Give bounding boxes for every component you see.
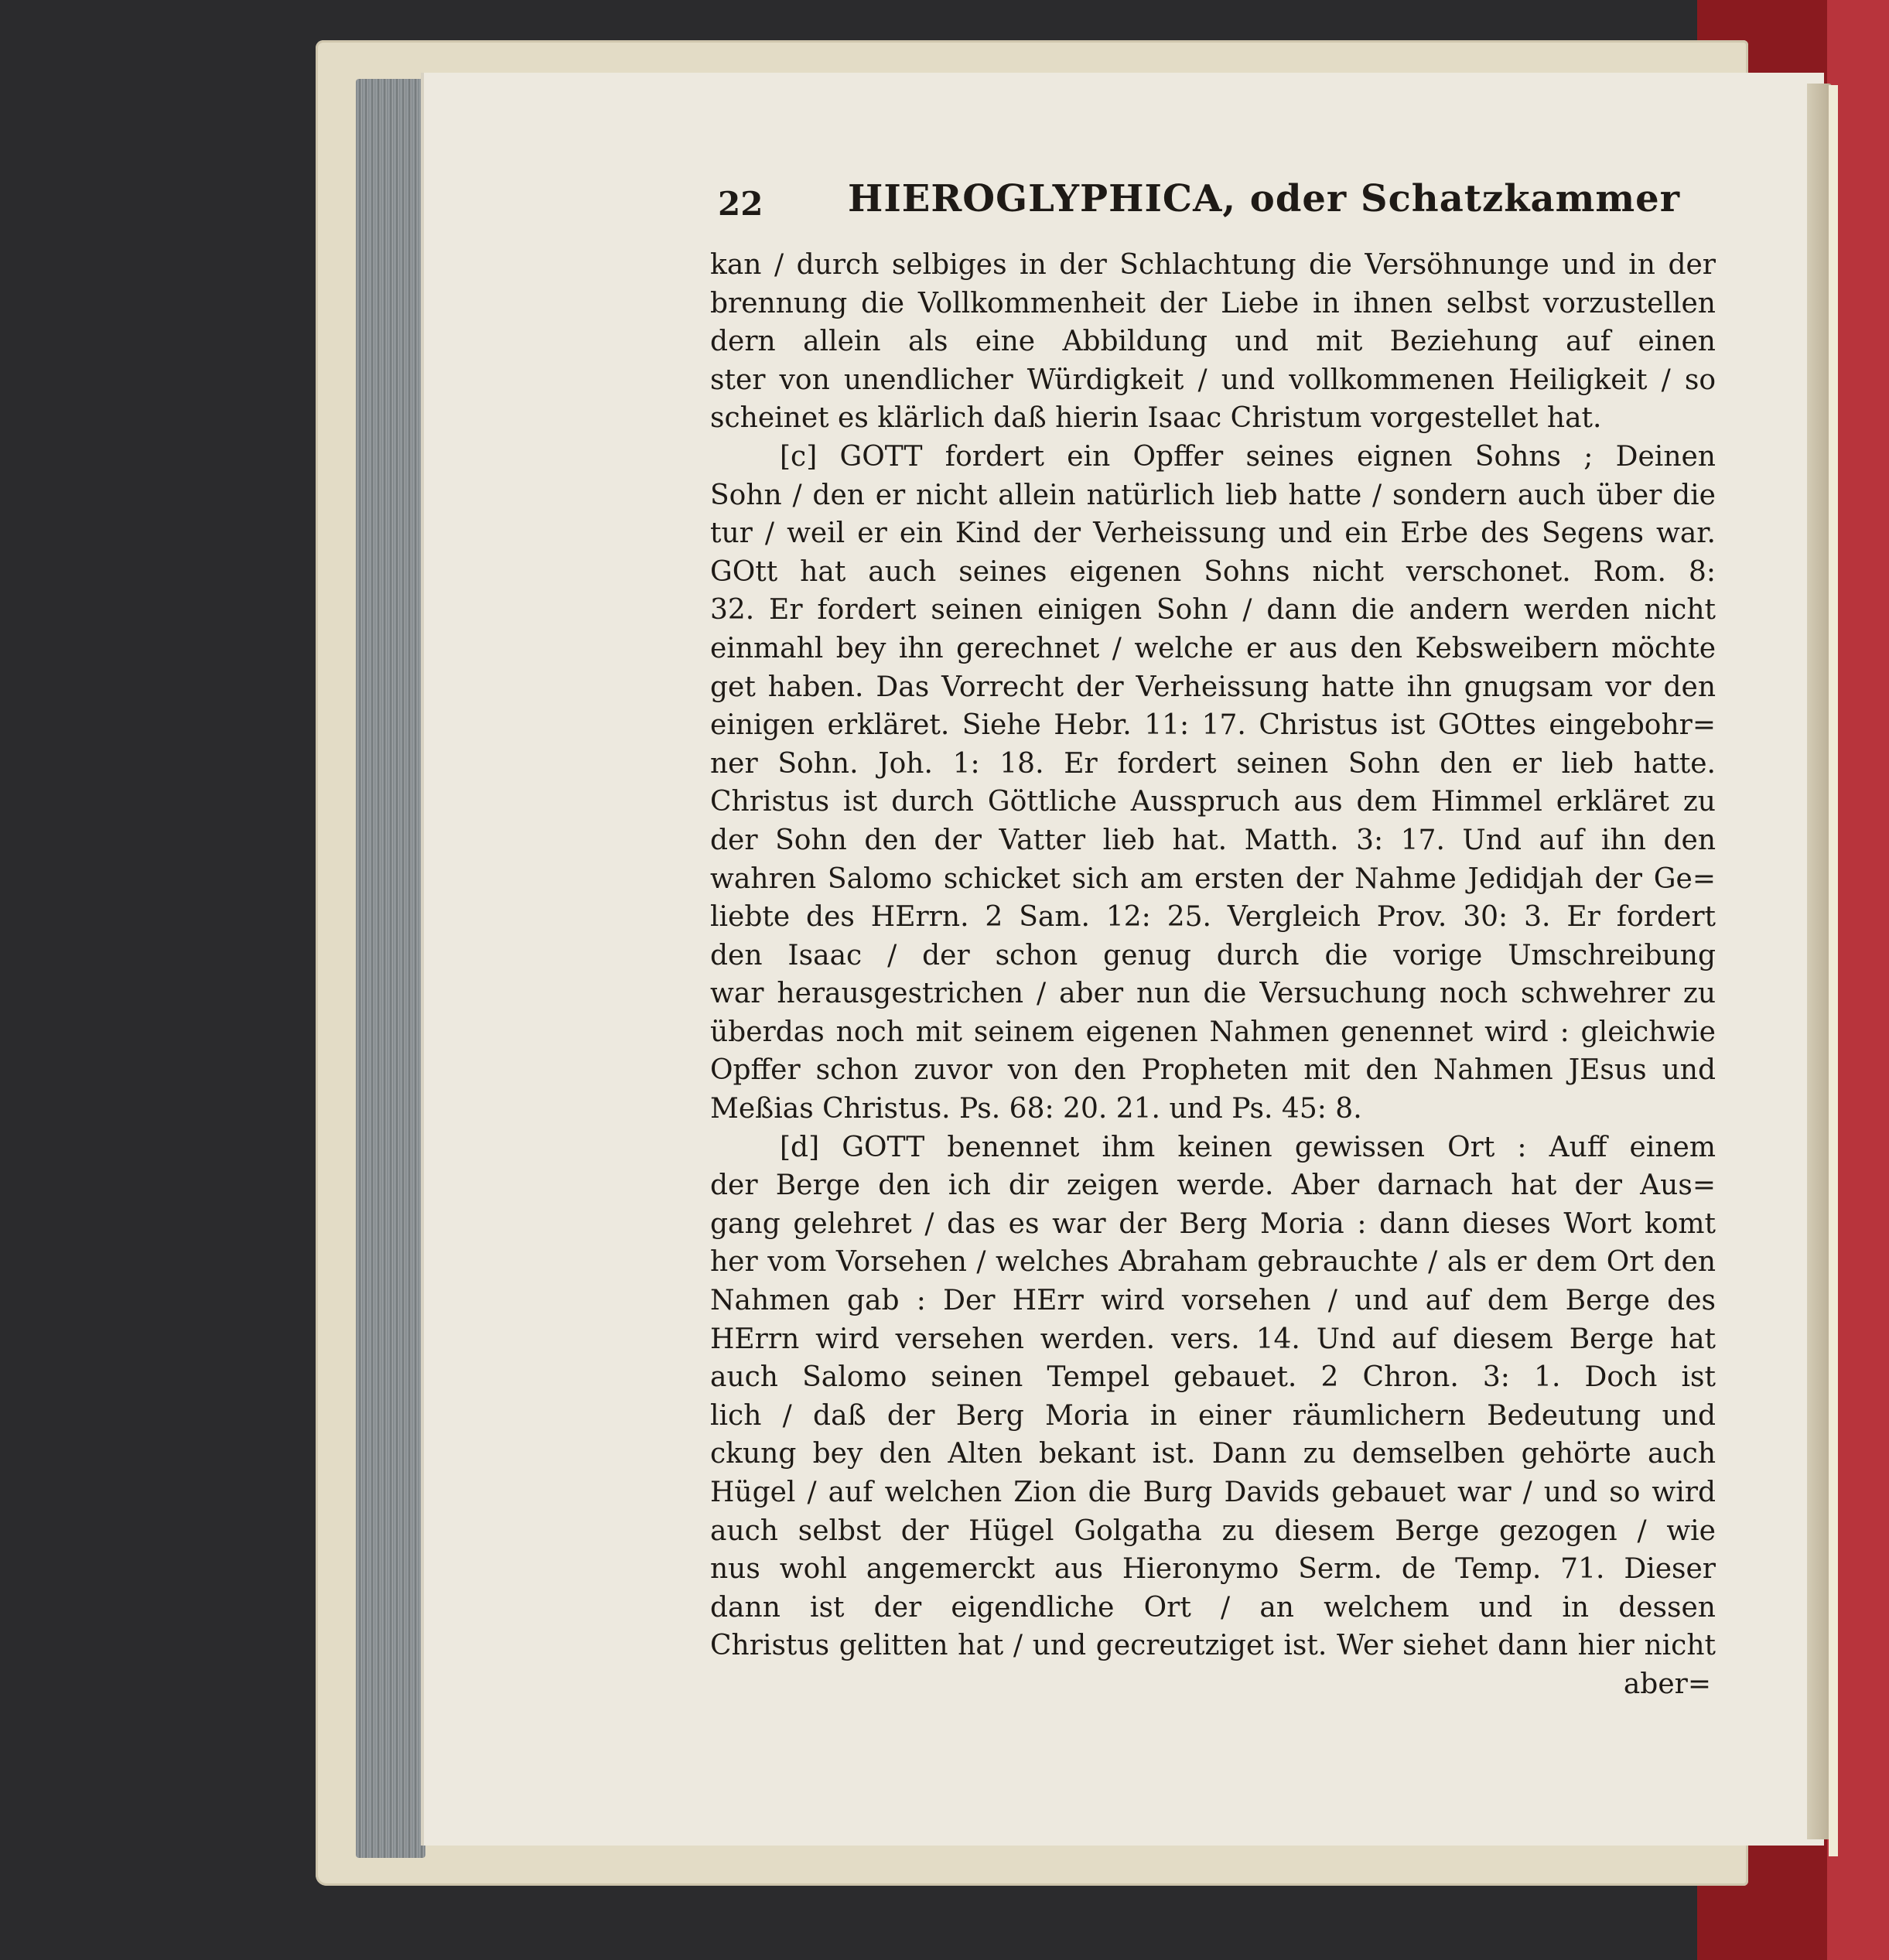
text-line: wahren Salomo schicket sich am ersten der Nahme Jedidjah der Ge=	[710, 862, 1716, 895]
text-line: nus wohl angemerckt aus Hieronymo Serm. de Temp. 71. Dieser	[710, 1553, 1716, 1586]
text-line: get haben. Das Vorrecht der Verheissung hatte ihn gnugsam vor den	[710, 671, 1716, 703]
text-line: kan / durch selbiges in der Schlachtung die Versöhnunge und in der	[710, 249, 1716, 281]
text-line: GOtt hat auch seines eigenen Sohns nicht verschonet. Rom. 8:	[710, 555, 1716, 588]
text-line: auch selbst der Hügel Golgatha zu diesem Berge gezogen / wie	[710, 1514, 1716, 1547]
page-edges	[356, 79, 425, 1858]
text-line: einmahl bey ihn gerechnet / welche er aus den Kebsweibern möchte	[710, 632, 1716, 664]
text-line: der Berge den ich dir zeigen werde. Aber darnach hat der Aus=	[710, 1170, 1716, 1202]
page-number: 22	[718, 185, 763, 223]
page-header	[718, 174, 1723, 236]
text-line: scheinet es klärlich daß hierin Isaac Christum vorgestellet hat.	[710, 402, 1602, 435]
text-line: war herausgestrichen / aber nun die Versuchung noch schwehrer zu	[710, 978, 1716, 1010]
text-line: überdas noch mit seinem eigenen Nahmen genennet wird : gleichwie	[710, 1016, 1716, 1048]
text-line: her vom Vorsehen / welches Abraham gebrauchte / als er dem Ort den	[710, 1246, 1716, 1279]
text-line: den Isaac / der schon genug durch die vorige Umschreibung	[710, 939, 1716, 971]
text-line: ster von unendlicher Würdigkeit / und vollkommenen Heiligkeit / so	[710, 364, 1716, 396]
text-line: gang gelehret / das es war der Berg Moria : dann dieses Wort komt	[710, 1207, 1716, 1240]
text-line: brennung die Vollkommenheit der Liebe in ihnen selbst vorzustellen	[710, 287, 1716, 319]
text-line: dern allein als eine Abbildung und mit Beziehung auf einen	[710, 326, 1716, 358]
text-line: 32. Er fordert seinen einigen Sohn / dann die andern werden nicht	[710, 594, 1716, 627]
text-line: einigen erkläret. Siehe Hebr. 11: 17. Christus ist GOttes eingebohr=	[710, 709, 1716, 742]
text-line: lich / daß der Berg Moria in einer räumlichern Bedeutung und	[710, 1399, 1716, 1432]
text-line: der Sohn den der Vatter lieb hat. Matth. 3: 17. Und auf ihn den	[710, 824, 1716, 856]
text-line: dann ist der eigendliche Ort / an welchem und in dessen	[710, 1591, 1716, 1624]
text-line: ner Sohn. Joh. 1: 18. Er fordert seinen Sohn den er lieb hatte.	[710, 747, 1716, 780]
catchword: aber=	[1623, 1668, 1711, 1700]
text-line: liebte des HErrn. 2 Sam. 12: 25. Vergleich Prov. 30: 3. Er fordert	[710, 901, 1716, 934]
body-text	[710, 246, 1716, 1704]
text-line: [d] GOTT benennet ihm keinen gewissen Ort : Auff einem	[780, 1131, 1716, 1163]
text-line: Hügel / auf welchen Zion die Burg Davids gebauet war / und so wird	[710, 1477, 1716, 1508]
text-line: ckung bey den Alten bekant ist. Dann zu demselben gehörte auch	[710, 1438, 1716, 1470]
text-line: Opffer schon zuvor von den Propheten mit den Nahmen JEsus und	[710, 1054, 1716, 1087]
text-line: Nahmen gab : Der HErr wird vorsehen / und auf dem Berge des	[710, 1285, 1716, 1317]
text-line: [c] GOTT fordert ein Opffer seines eignen Sohns ; Deinen	[780, 440, 1716, 473]
text-line: Christus gelitten hat / und gecreutziget ist. Wer siehet dann hier nicht	[710, 1630, 1716, 1662]
cover-right-strip	[1829, 85, 1838, 1856]
running-title: HIEROGLYPHICA, oder Schatzkammer	[848, 177, 1680, 220]
text-line: tur / weil er ein Kind der Verheissung und ein Erbe des Segens war.	[710, 517, 1716, 550]
text-line: Christus ist durch Göttliche Ausspruch aus dem Himmel erkläret zu	[710, 786, 1716, 818]
text-line: auch Salomo seinen Tempel gebauet. 2 Chron. 3: 1. Doch ist	[710, 1361, 1716, 1394]
text-line: HErrn wird versehen werden. vers. 14. Und auf diesem Berge hat	[710, 1323, 1716, 1355]
text-line: Meßias Christus. Ps. 68: 20. 21. und Ps. 45: 8.	[710, 1093, 1362, 1125]
text-line: Sohn / den er nicht allein natürlich lieb hatte / sondern auch über die	[710, 479, 1716, 511]
